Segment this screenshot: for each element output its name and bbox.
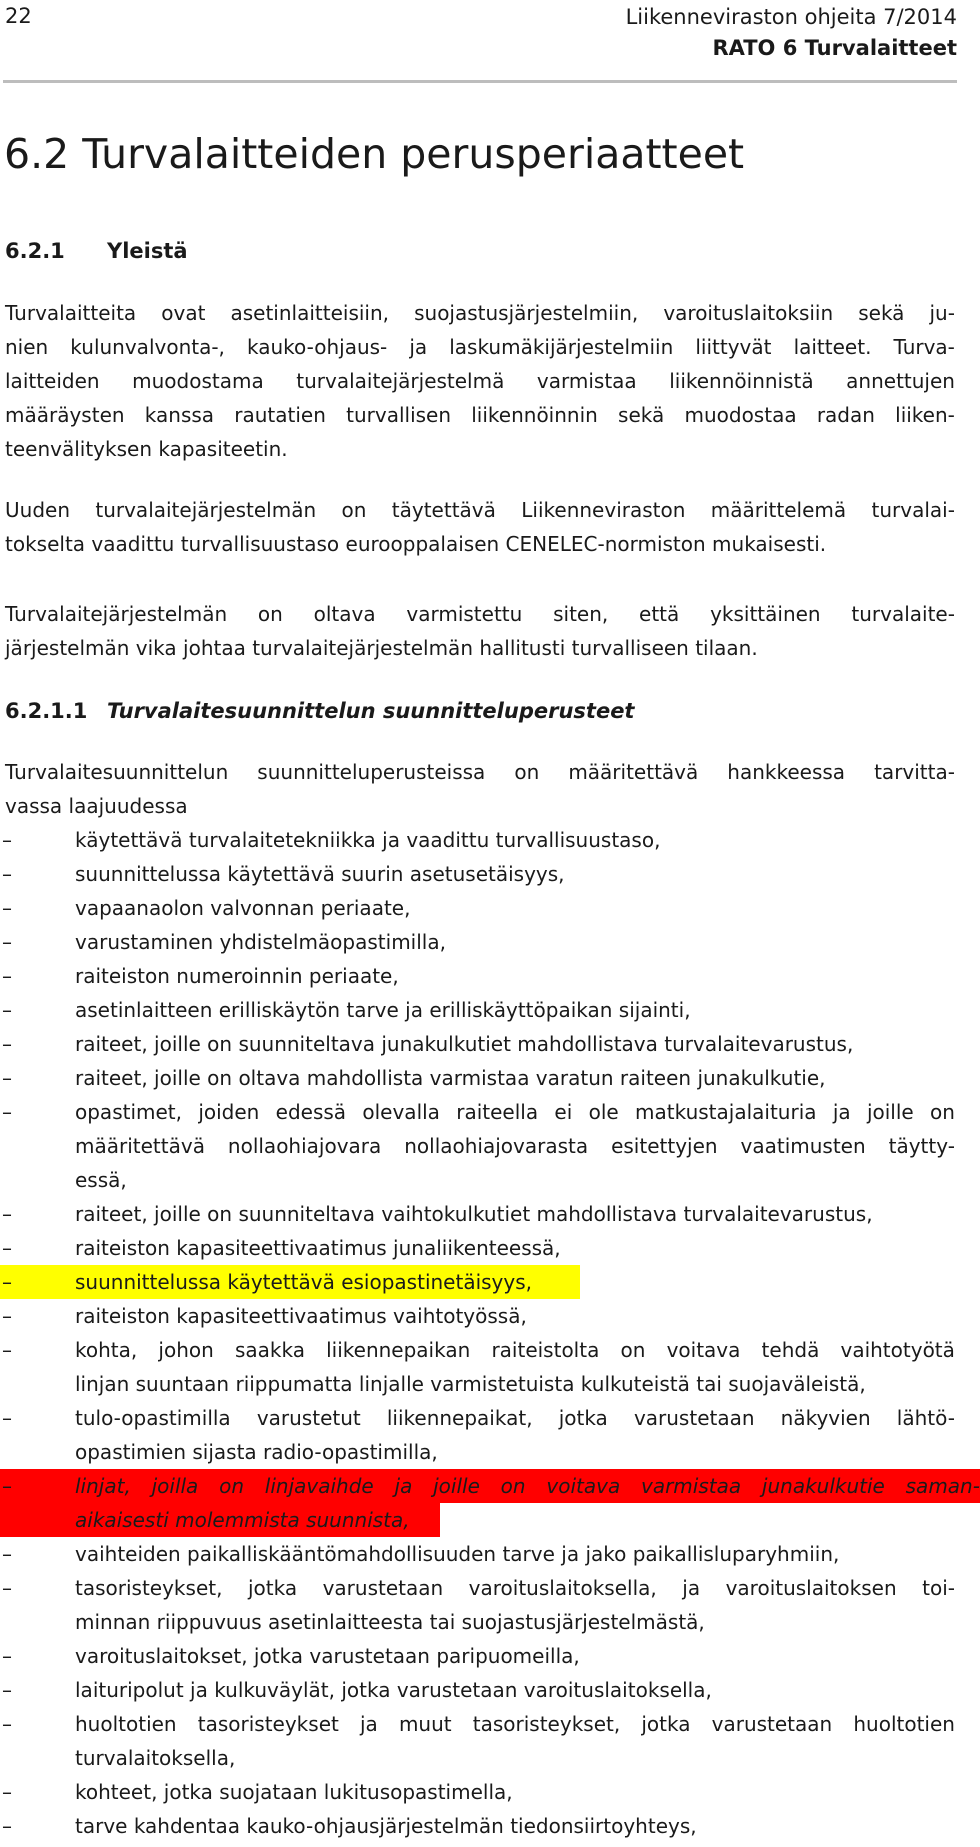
subsubsection-number: 6.2.1.1	[5, 699, 88, 723]
list-item-text	[75, 1469, 980, 1537]
text-line: määräysten kanssa rautatien turvallisen liikennöinnin sekä muodostaa radan liiken-	[5, 403, 955, 427]
text-line: asetinlaitteen erilliskäytön tarve ja erilliskäyttöpaikan sijainti,	[75, 998, 691, 1022]
list-item-text	[75, 1707, 955, 1775]
list-bullet: –	[2, 1406, 12, 1430]
list-bullet: –	[0, 1469, 75, 1537]
publication-title: Liikenneviraston ohjeita 7/2014	[625, 5, 957, 29]
list-bullet: –	[2, 1780, 12, 1804]
list-item-text	[75, 1299, 955, 1333]
list-item-text	[75, 1095, 955, 1197]
list-item-text	[75, 1537, 955, 1571]
text-line: kohteet, jotka suojataan lukitusopastimella,	[75, 1780, 513, 1804]
list-item-text	[75, 1027, 955, 1061]
text-line: raiteet, joille on oltava mahdollista varmistaa varatun raiteen junakulkutie,	[75, 1066, 826, 1090]
list-bullet: –	[2, 896, 12, 920]
running-header	[626, 2, 957, 64]
list-item	[0, 925, 960, 959]
list-item-text	[75, 1775, 955, 1809]
text-line: aikaisesti molemmista suunnista,	[75, 1503, 440, 1537]
list-item	[0, 1401, 960, 1469]
list-item-text	[75, 1265, 955, 1299]
list-item	[0, 1197, 960, 1231]
text-line: suunnittelussa käytettävä esiopastinetäisyys,	[75, 1270, 533, 1294]
paragraph-2	[5, 493, 955, 561]
list-item-text	[75, 959, 955, 993]
list-item	[0, 1095, 960, 1197]
text-line: turvalaitoksella,	[75, 1746, 236, 1770]
list-item-text	[75, 925, 955, 959]
text-line: tulo-opastimilla varustetut liikennepaikat, jotka varustetaan näkyvien lähtö-	[75, 1406, 955, 1430]
text-line: opastimet, joiden edessä olevalla raiteella ei ole matkustajalaituria ja joille on	[75, 1100, 955, 1124]
subsubsection-heading	[5, 696, 634, 726]
list-item	[0, 1809, 960, 1843]
list-bullet: –	[2, 1576, 12, 1600]
list-bullet: –	[2, 930, 12, 954]
text-line: tokselta vaadittu turvallisuustaso eurooppalaisen CENELEC-normiston mukaisesti.	[5, 532, 827, 556]
list-bullet: –	[2, 1644, 12, 1668]
text-line: minnan riippuvuus asetinlaitteesta tai suojastusjärjestelmästä,	[75, 1610, 705, 1634]
section-heading	[4, 128, 744, 180]
list-bullet: –	[2, 964, 12, 988]
text-line: järjestelmän vika johtaa turvalaitejärjestelmän hallitusti turvalliseen tilaan.	[5, 636, 758, 660]
text-line: vassa laajuudessa	[5, 794, 188, 818]
text-line: vapaanaolon valvonnan periaate,	[75, 896, 411, 920]
text-line: essä,	[75, 1168, 127, 1192]
paragraph-1	[5, 296, 955, 466]
list-bullet: –	[2, 1032, 12, 1056]
list-item	[0, 1333, 960, 1401]
list-item-text	[75, 1639, 955, 1673]
list-bullet: –	[2, 1066, 12, 1090]
header-divider	[3, 80, 957, 83]
text-line: linjan suuntaan riippumatta linjalle varmistetuista kulkuteistä tai suojaväleistä,	[75, 1372, 866, 1396]
subsection-heading	[5, 236, 188, 266]
text-line: suunnittelussa käytettävä suurin asetusetäisyys,	[75, 862, 565, 886]
subsection-title: Yleistä	[107, 239, 188, 263]
list-bullet: –	[2, 1236, 12, 1260]
text-line: Turvalaitejärjestelmän on oltava varmistettu siten, että yksittäinen turvalaite-	[5, 602, 955, 626]
text-line: vaihteiden paikalliskääntömahdollisuuden tarve ja jako paikallisluparyhmiin,	[75, 1542, 840, 1566]
list-item-text	[75, 1809, 955, 1843]
requirements-list	[0, 823, 980, 1843]
text-line: Turvalaitteita ovat asetinlaitteisiin, suojastusjärjestelmiin, varoituslaitoksiin sekä ju-	[5, 301, 955, 325]
subsection-number: 6.2.1	[5, 239, 65, 263]
list-bullet: –	[2, 1202, 12, 1226]
list-bullet: –	[2, 1270, 12, 1294]
list-item	[0, 823, 960, 857]
list-item	[0, 1027, 960, 1061]
list-item	[0, 1673, 960, 1707]
text-line: laitteiden muodostama turvalaitejärjestelmä varmistaa liikennöinnistä annettujen	[5, 369, 955, 393]
text-line: varustaminen yhdistelmäopastimilla,	[75, 930, 446, 954]
list-item-text	[75, 1571, 955, 1639]
list-item-text	[75, 1197, 955, 1231]
text-line: raiteiston kapasiteettivaatimus junaliikenteessä,	[75, 1236, 561, 1260]
list-item	[0, 891, 960, 925]
document-title: RATO 6 Turvalaitteet	[712, 36, 957, 60]
list-bullet: –	[2, 1304, 12, 1328]
text-line: laituripolut ja kulkuväylät, jotka varustetaan varoituslaitoksella,	[75, 1678, 712, 1702]
text-line: tasoristeykset, jotka varustetaan varoituslaitoksella, ja varoituslaitoksen toi-	[75, 1576, 955, 1600]
list-item	[0, 1775, 960, 1809]
list-bullet: –	[2, 862, 12, 886]
text-line: käytettävä turvalaitetekniikka ja vaadittu turvallisuustaso,	[75, 828, 661, 852]
text-line: määritettävä nollaohiajovara nollaohiajovarasta esitettyjen vaatimusten täytty-	[75, 1134, 955, 1158]
text-line: opastimien sijasta radio-opastimilla,	[75, 1440, 438, 1464]
list-item	[0, 1469, 980, 1537]
text-line: raiteiston kapasiteettivaatimus vaihtotyössä,	[75, 1304, 527, 1328]
list-bullet: –	[2, 1712, 12, 1736]
text-line: raiteiston numeroinnin periaate,	[75, 964, 399, 988]
text-line: kohta, johon saakka liikennepaikan raiteistolta on voitava tehdä vaihtotyötä	[75, 1338, 955, 1362]
list-item-text	[75, 993, 955, 1027]
list-bullet: –	[2, 998, 12, 1022]
paragraph-3	[5, 597, 955, 665]
list-item-text	[75, 823, 955, 857]
list-intro	[5, 755, 955, 823]
section-number: 6.2	[4, 130, 70, 178]
section-title: Turvalaitteiden perusperiaatteet	[82, 130, 745, 178]
list-bullet: –	[2, 1814, 12, 1838]
text-line: teenvälityksen kapasiteetin.	[5, 437, 288, 461]
list-bullet: –	[2, 1678, 12, 1702]
list-item	[0, 1231, 960, 1265]
text-line: Uuden turvalaitejärjestelmän on täytettävä Liikenneviraston määrittelemä turvalai-	[5, 498, 955, 522]
list-item-text	[75, 1673, 955, 1707]
text-line: linjat, joilla on linjavaihde ja joille on voitava varmistaa junakulkutie saman-	[75, 1469, 980, 1503]
list-bullet: –	[2, 1542, 12, 1566]
list-item-text	[75, 1061, 955, 1095]
list-item	[0, 1639, 960, 1673]
list-item	[0, 1707, 960, 1775]
list-item	[0, 1571, 960, 1639]
list-item-text	[75, 891, 955, 925]
text-line: nien kulunvalvonta-, kauko-ohjaus- ja laskumäkijärjestelmiin liittyvät laitteet. Turva-	[5, 335, 955, 359]
list-item-text	[75, 1333, 955, 1401]
text-line: varoituslaitokset, jotka varustetaan paripuomeilla,	[75, 1644, 580, 1668]
list-bullet: –	[2, 1338, 12, 1362]
text-line: Turvalaitesuunnittelun suunnitteluperusteissa on määritettävä hankkeessa tarvitta-	[5, 760, 955, 784]
text-line: tarve kahdentaa kauko-ohjausjärjestelmän tiedonsiirtoyhteys,	[75, 1814, 697, 1838]
list-item-text	[75, 1231, 955, 1265]
text-line: huoltotien tasoristeykset ja muut tasoristeykset, jotka varustetaan huoltotien	[75, 1712, 955, 1736]
list-item-text	[75, 857, 955, 891]
text-line: raiteet, joille on suunniteltava vaihtokulkutiet mahdollistava turvalaitevarustus,	[75, 1202, 873, 1226]
list-bullet: –	[2, 828, 12, 852]
list-item	[0, 993, 960, 1027]
subsubsection-title: Turvalaitesuunnittelun suunnitteluperusteet	[107, 699, 635, 723]
list-item	[0, 1061, 960, 1095]
list-item-text	[75, 1401, 955, 1469]
list-bullet: –	[2, 1100, 12, 1124]
list-item	[0, 959, 960, 993]
list-item	[0, 1299, 960, 1333]
text-line: raiteet, joille on suunniteltava junakulkutiet mahdollistava turvalaitevarustus,	[75, 1032, 854, 1056]
list-item	[0, 1265, 960, 1299]
list-item	[0, 1537, 960, 1571]
list-item	[0, 857, 960, 891]
page-number: 22	[5, 4, 32, 28]
